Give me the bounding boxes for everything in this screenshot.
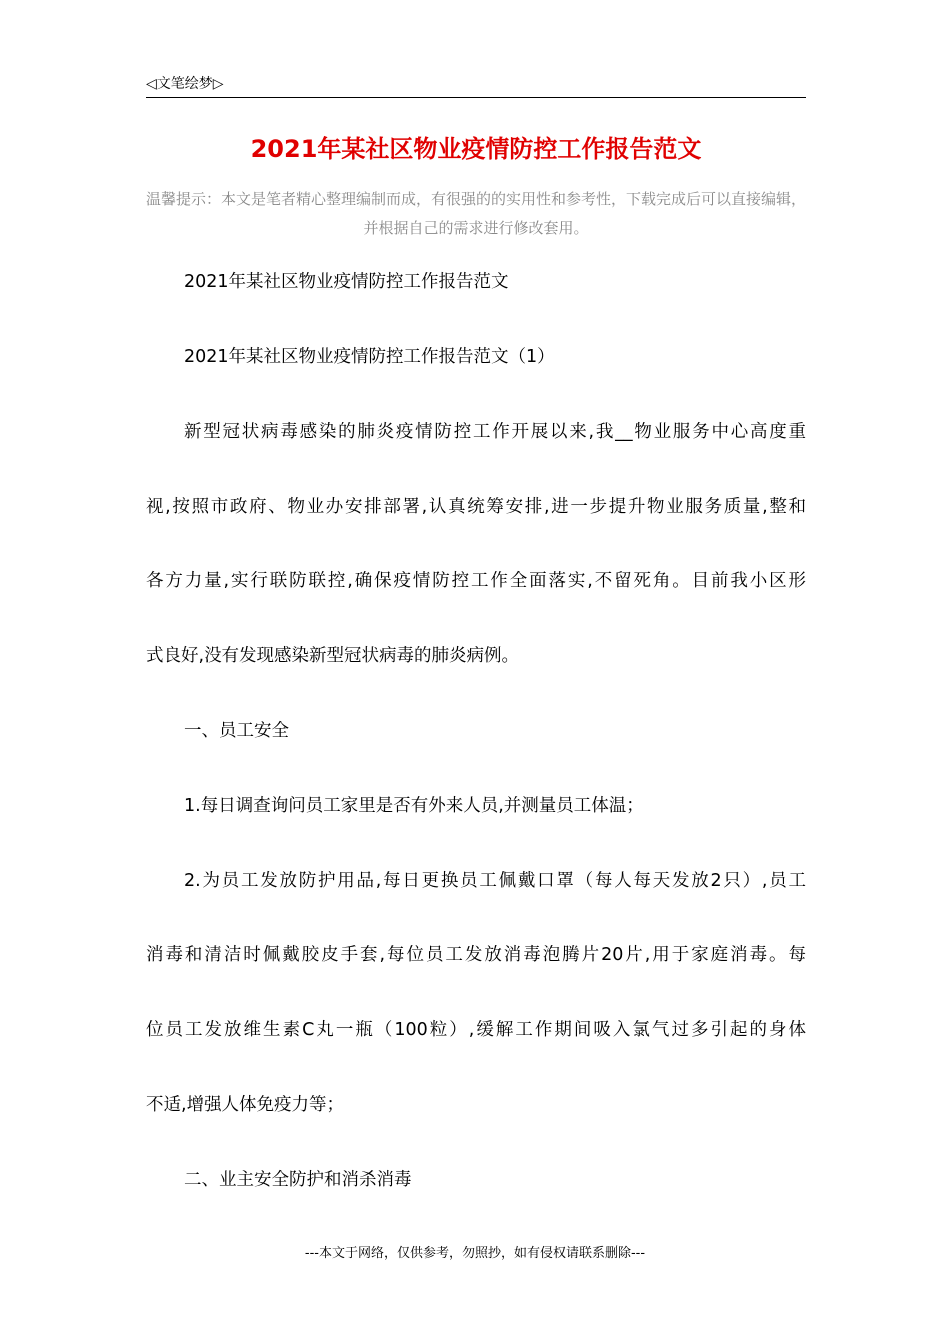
paragraph-line: 消毒和清洁时佩戴胶皮手套,每位员工发放消毒泡腾片20片,用于家庭消毒。每	[146, 945, 806, 965]
paragraph-line: 位员工发放维生素C丸一瓶（100粒）,缓解工作期间吸入氯气过多引起的身体	[146, 1020, 806, 1040]
subtitle-line: 2021年某社区物业疫情防控工作报告范文（1）	[184, 347, 555, 367]
subtitle-line: 2021年某社区物业疫情防控工作报告范文	[184, 272, 509, 292]
paragraph-line: 1.每日调查询问员工家里是否有外来人员,并测量员工体温；	[184, 796, 644, 816]
header-divider	[146, 97, 806, 98]
footer-disclaimer: ---本文于网络，仅供参考，勿照抄，如有侵权请联系删除---	[304, 1246, 646, 1261]
header-brand: ◁文笔绘梦▷	[146, 76, 224, 92]
paragraph-line: 式良好,没有发现感染新型冠状病毒的肺炎病例。	[146, 646, 520, 666]
notice-text: 温馨提示：本文是笔者精心整理编制而成，有很强的的实用性和参考性，下载完成后可以直接编辑，并根据自己的需求进行修改套用。	[146, 190, 807, 237]
paragraph-line: 新型冠状病毒感染的肺炎疫情防控工作开展以来,我__物业服务中心高度重	[184, 422, 806, 442]
section-heading: 二、业主安全防护和消杀消毒	[184, 1170, 412, 1190]
paragraph-line: 视,按照市政府、物业办安排部署,认真统筹安排,进一步提升物业服务质量,整和	[146, 497, 806, 517]
paragraph-line: 2.为员工发放防护用品,每日更换员工佩戴口罩（每人每天发放2只）,员工	[184, 871, 806, 891]
section-heading: 一、员工安全	[184, 721, 289, 741]
document-title: 2021年某社区物业疫情防控工作报告范文	[250, 135, 702, 163]
paragraph-line: 各方力量,实行联防联控,确保疫情防控工作全面落实,不留死角。目前我小区形	[146, 571, 806, 591]
paragraph-line: 不适,增强人体免疫力等；	[146, 1095, 345, 1115]
